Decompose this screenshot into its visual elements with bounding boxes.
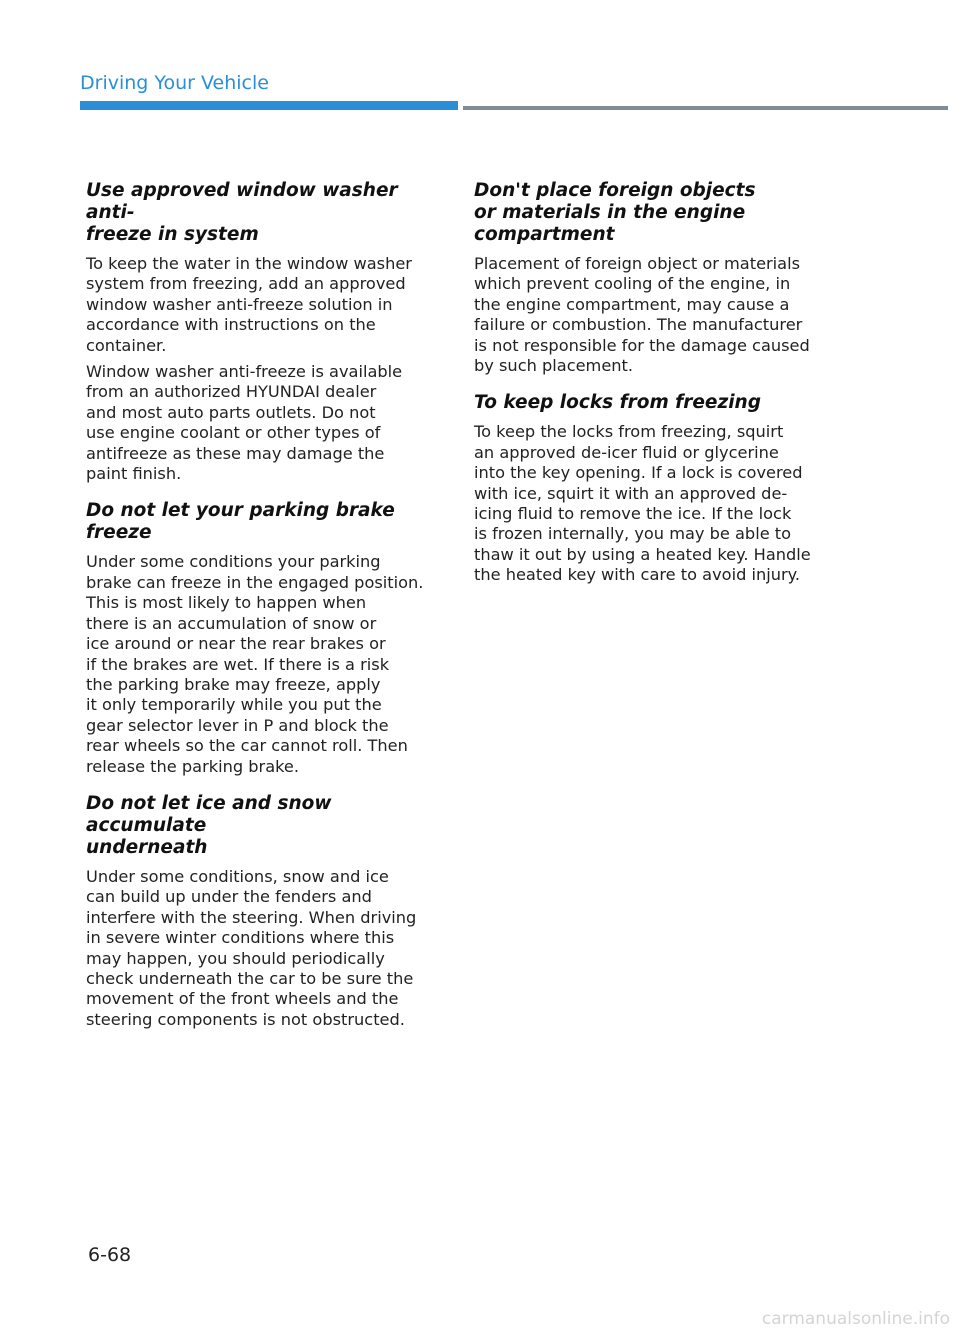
left-column bbox=[86, 180, 446, 1036]
section-paragraph: Under some conditions, snow and ice can build up under the fenders and interfere with the steering. When driving in severe winter conditions where this may happen, you should periodically check underneath the car to be sure the movement of the front wheels and the steering components is not obstructed. bbox=[86, 866, 417, 1029]
section-paragraph: To keep the locks from freezing, squirt an approved de-icer fluid or glycerine into the key opening. If a lock is covered with ice, squirt it with an approved de- icing fluid to remove the ice. If the lock is frozen internally, you may be able to thaw it out by using a heated key. Handle the heated key with care to avoid injury. bbox=[474, 422, 811, 585]
section-foreign-objects bbox=[474, 180, 834, 376]
section-heading: Use approved window washer anti- freeze in system bbox=[86, 180, 398, 245]
section-paragraph: To keep the water in the window washer system from freezing, add an approved window washer anti-freeze solution in accordance with instructions on the container. bbox=[86, 254, 412, 355]
section-washer-antifreeze bbox=[86, 180, 446, 484]
section-heading: Do not let your parking brake freeze bbox=[86, 500, 395, 544]
section-parking-brake bbox=[86, 500, 446, 776]
section-paragraph: Placement of foreign object or materials which prevent cooling of the engine, in the engine compartment, may cause a failure or combustion. The manufacturer is not responsible for the damage caused by such placement. bbox=[474, 254, 810, 376]
section-heading: Don't place foreign objects or materials in the engine compartment bbox=[474, 180, 756, 245]
section-locks bbox=[474, 392, 834, 585]
section-heading: To keep locks from freezing bbox=[474, 392, 761, 414]
chapter-title: Driving Your Vehicle bbox=[80, 72, 269, 94]
page-number: 6-68 bbox=[88, 1244, 132, 1266]
watermark: carmanualsonline.info bbox=[761, 1309, 950, 1329]
right-column bbox=[474, 180, 834, 592]
section-paragraph: Window washer anti-freeze is available from an authorized HYUNDAI dealer and most auto parts outlets. Do not use engine coolant or other types of antifreeze as these may damage the paint finish. bbox=[86, 362, 403, 484]
header-rule bbox=[463, 106, 948, 110]
section-paragraph: Under some conditions your parking brake can freeze in the engaged position. This is most likely to happen when there is an accumulation of snow or ice around or near the rear brakes or if the brakes are wet. If there is a risk the parking brake may freeze, apply it only temporarily while you put the gear selector lever in P and block the rear wheels so the car cannot roll. Then release the parking brake. bbox=[86, 552, 424, 776]
header-accent-bar bbox=[80, 101, 458, 110]
section-ice-snow bbox=[86, 793, 446, 1030]
section-heading: Do not let ice and snow accumulate underneath bbox=[86, 792, 332, 858]
